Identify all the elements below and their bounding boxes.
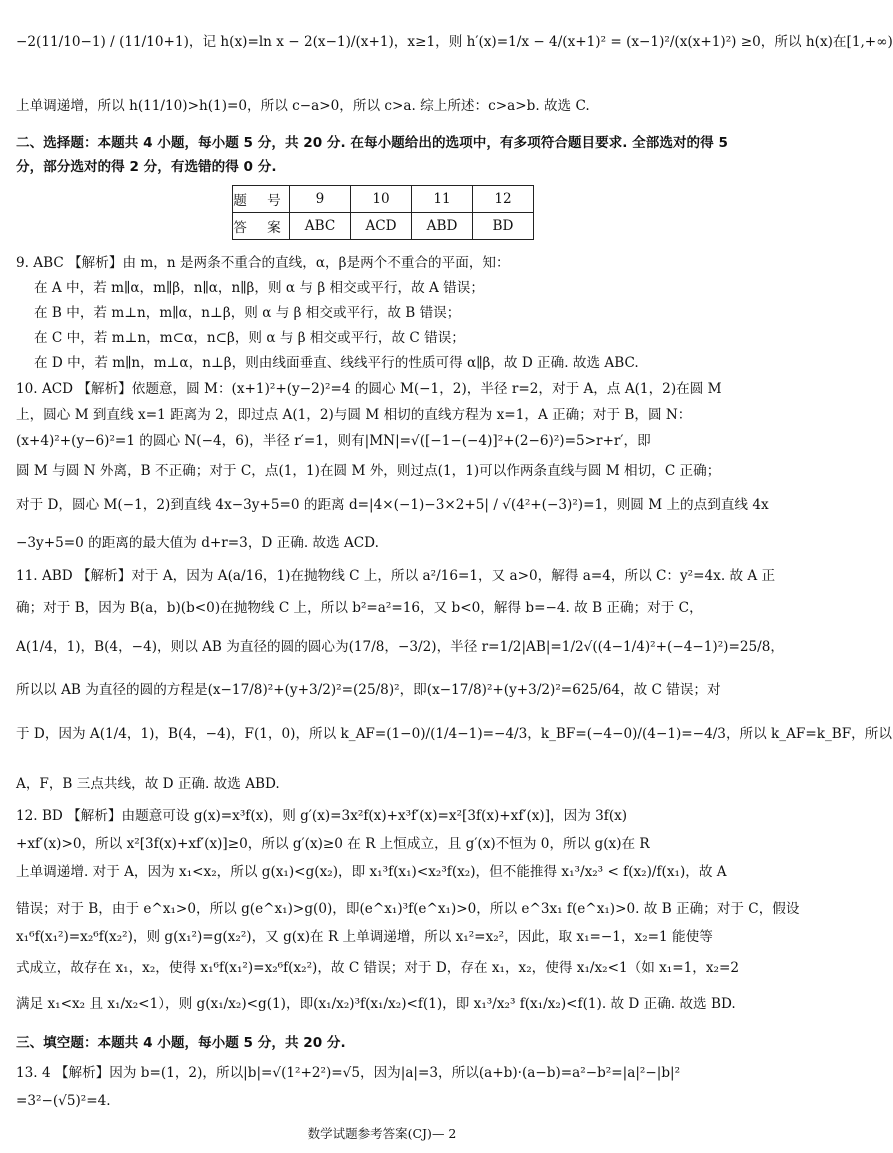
text-line: 9. ABC 【解析】由 m，n 是两条不重合的直线，α，β是两个不重合的平面，知： xyxy=(16,255,510,271)
text-line: 式成立，故存在 x₁，x₂，使得 x₁⁶f(x₁²)=x₂⁶f(x₂²)，故 C 错误；对于 D，存在 x₁，x₂，使得 x₁/x₂<1（如 x₁=1，x₂=2 xyxy=(16,960,740,976)
text-line: A，F，B 三点共线，故 D 正确. 故选 ABD. xyxy=(16,776,280,792)
answer-table xyxy=(232,185,534,240)
text-line: 上单调递增. 对于 A，因为 x₁<x₂，所以 g(x₁)<g(x₂)，即 x₁³f(x₁)<x₂³f(x₂)，但不能推得 x₁³/x₂³ < f(x₂)/f(x₁)，故 A xyxy=(16,864,727,880)
table-cell: 10 xyxy=(351,186,412,213)
table-header-cell: 题 号 xyxy=(233,186,290,213)
table-row xyxy=(233,186,534,213)
text-line: −2(11/10−1) / (11/10+1)，记 h(x)=ln x − 2(x−1)/(x+1)，x≥1，则 h′(x)=1/x − 4/(x+1)² = (x−1)²/(x(x+1)²) ≥0，所以 h(x)在[1,+∞) xyxy=(16,34,893,50)
text-line: 在 C 中，若 m⊥n，m⊂α，n⊂β，则 α 与 β 相交或平行，故 C 错误； xyxy=(34,330,465,346)
section-heading: 分，部分选对的得 2 分，有选错的得 0 分. xyxy=(16,159,277,175)
text-line: (x+4)²+(y−6)²=1 的圆心 N(−4，6)，半径 r′=1，则有|MN|=√([−1−(−4)]²+(2−6)²)=5>r+r′，即 xyxy=(16,433,651,449)
text-line: +xf′(x)>0，所以 x²[3f(x)+xf′(x)]≥0，所以 g′(x)≥0 在 R 上恒成立，且 g′(x)不恒为 0，所以 g(x)在 R xyxy=(16,836,650,852)
text-line: 13. 4 【解析】因为 b=(1，2)，所以|b|=√(1²+2²)=√5，因为|a|=3，所以(a+b)·(a−b)=a²−b²=|a|²−|b|² xyxy=(16,1065,681,1081)
table-cell: BD xyxy=(473,213,534,240)
text-line: 于 D，因为 A(1/4，1)，B(4，−4)，F(1，0)，所以 k_AF=(1−0)/(1/4−1)=−4/3，k_BF=(−4−0)/(4−1)=−4/3，所以 k_AF=k_BF，所以 xyxy=(16,726,892,742)
text-line: =3²−(√5)²=4. xyxy=(16,1093,111,1109)
text-line: x₁⁶f(x₁²)=x₂⁶f(x₂²)，则 g(x₁²)=g(x₂²)，又 g(x)在 R 上单调递增，所以 x₁²=x₂²，因此，取 x₁=−1，x₂=1 能使等 xyxy=(16,929,713,945)
text-line: 错误；对于 B，由于 e^x₁>0，所以 g(e^x₁)>g(0)，即(e^x₁)³f(e^x₁)>0，所以 e^3x₁ f(e^x₁)>0. 故 B 正确；对于 C，假设 xyxy=(16,901,800,917)
table-cell: 9 xyxy=(290,186,351,213)
text-line: 满足 x₁<x₂ 且 x₁/x₂<1），则 g(x₁/x₂)<g(1)，即(x₁/x₂)³f(x₁/x₂)<f(1)，即 x₁³/x₂³ f(x₁/x₂)<f(1). 故 D 正确. 故选 BD. xyxy=(16,996,736,1012)
text-line: 上单调递增，所以 h(11/10)>h(1)=0，所以 c−a>0，所以 c>a. 综上所述：c>a>b. 故选 C. xyxy=(16,98,590,114)
text-line: 在 B 中，若 m⊥n，m∥α，n⊥β，则 α 与 β 相交或平行，故 B 错误； xyxy=(34,305,461,321)
section-heading: 三、填空题：本题共 4 小题，每小题 5 分，共 20 分. xyxy=(16,1035,346,1051)
table-cell: ABD xyxy=(412,213,473,240)
text-line: 10. ACD 【解析】依题意，圆 M：(x+1)²+(y−2)²=4 的圆心 M(−1，2)，半径 r=2，对于 A，点 A(1，2)在圆 M xyxy=(16,381,722,397)
table-cell: 12 xyxy=(473,186,534,213)
table-header-cell: 答 案 xyxy=(233,213,290,240)
text-line: 12. BD 【解析】由题意可设 g(x)=x³f(x)，则 g′(x)=3x²f(x)+x³f′(x)=x²[3f(x)+xf′(x)]，因为 3f(x) xyxy=(16,808,628,824)
text-line: 对于 D，圆心 M(−1，2)到直线 4x−3y+5=0 的距离 d=|4×(−1)−3×2+5| / √(4²+(−3)²)=1，则圆 M 上的点到直线 4x xyxy=(16,497,769,513)
text-line: 确；对于 B，因为 B(a，b)(b<0)在抛物线 C 上，所以 b²=a²=16，又 b<0，解得 b=−4. 故 B 正确；对于 C， xyxy=(16,600,703,616)
text-line: 在 D 中，若 m∥n，m⊥α，n⊥β，则由线面垂直、线线平行的性质可得 α∥β，故 D 正确. 故选 ABC. xyxy=(34,355,639,371)
text-line: A(1/4，1)，B(4，−4)，则以 AB 为直径的圆的圆心为(17/8，−3/2)，半径 r=1/2|AB|=1/2√((4−1/4)²+(−4−1)²)=25/8， xyxy=(16,639,784,655)
table-cell: 11 xyxy=(412,186,473,213)
text-line: 圆 M 与圆 N 外离，B 不正确；对于 C，点(1，1)在圆 M 外，则过点(1，1)可以作两条直线与圆 M 相切，C 正确； xyxy=(16,463,721,479)
text-line: 11. ABD 【解析】对于 A，因为 A(a/16，1)在抛物线 C 上，所以 a²/16=1，又 a>0，解得 a=4，所以 C：y²=4x. 故 A 正 xyxy=(16,568,776,584)
section-heading: 二、选择题：本题共 4 小题，每小题 5 分，共 20 分. 在每小题给出的选项中，有多项符合题目要求. 全部选对的得 5 xyxy=(16,135,728,151)
table-row xyxy=(233,213,534,240)
text-line: 在 A 中，若 m∥α，m∥β，n∥α，n∥β，则 α 与 β 相交或平行，故 A 错误； xyxy=(34,280,484,296)
text-line: 所以以 AB 为直径的圆的方程是(x−17/8)²+(y+3/2)²=(25/8)²，即(x−17/8)²+(y+3/2)²=625/64，故 C 错误；对 xyxy=(16,682,721,698)
text-line: 上，圆心 M 到直线 x=1 距离为 2，即过点 A(1，2)与圆 M 相切的直线方程为 x=1，A 正确；对于 B，圆 N： xyxy=(16,407,692,423)
text-line: −3y+5=0 的距离的最大值为 d+r=3，D 正确. 故选 ACD. xyxy=(16,535,379,551)
table-cell: ABC xyxy=(290,213,351,240)
table-cell: ACD xyxy=(351,213,412,240)
page-footer: 数学试题参考答案(CJ)— 2 xyxy=(307,1126,457,1141)
